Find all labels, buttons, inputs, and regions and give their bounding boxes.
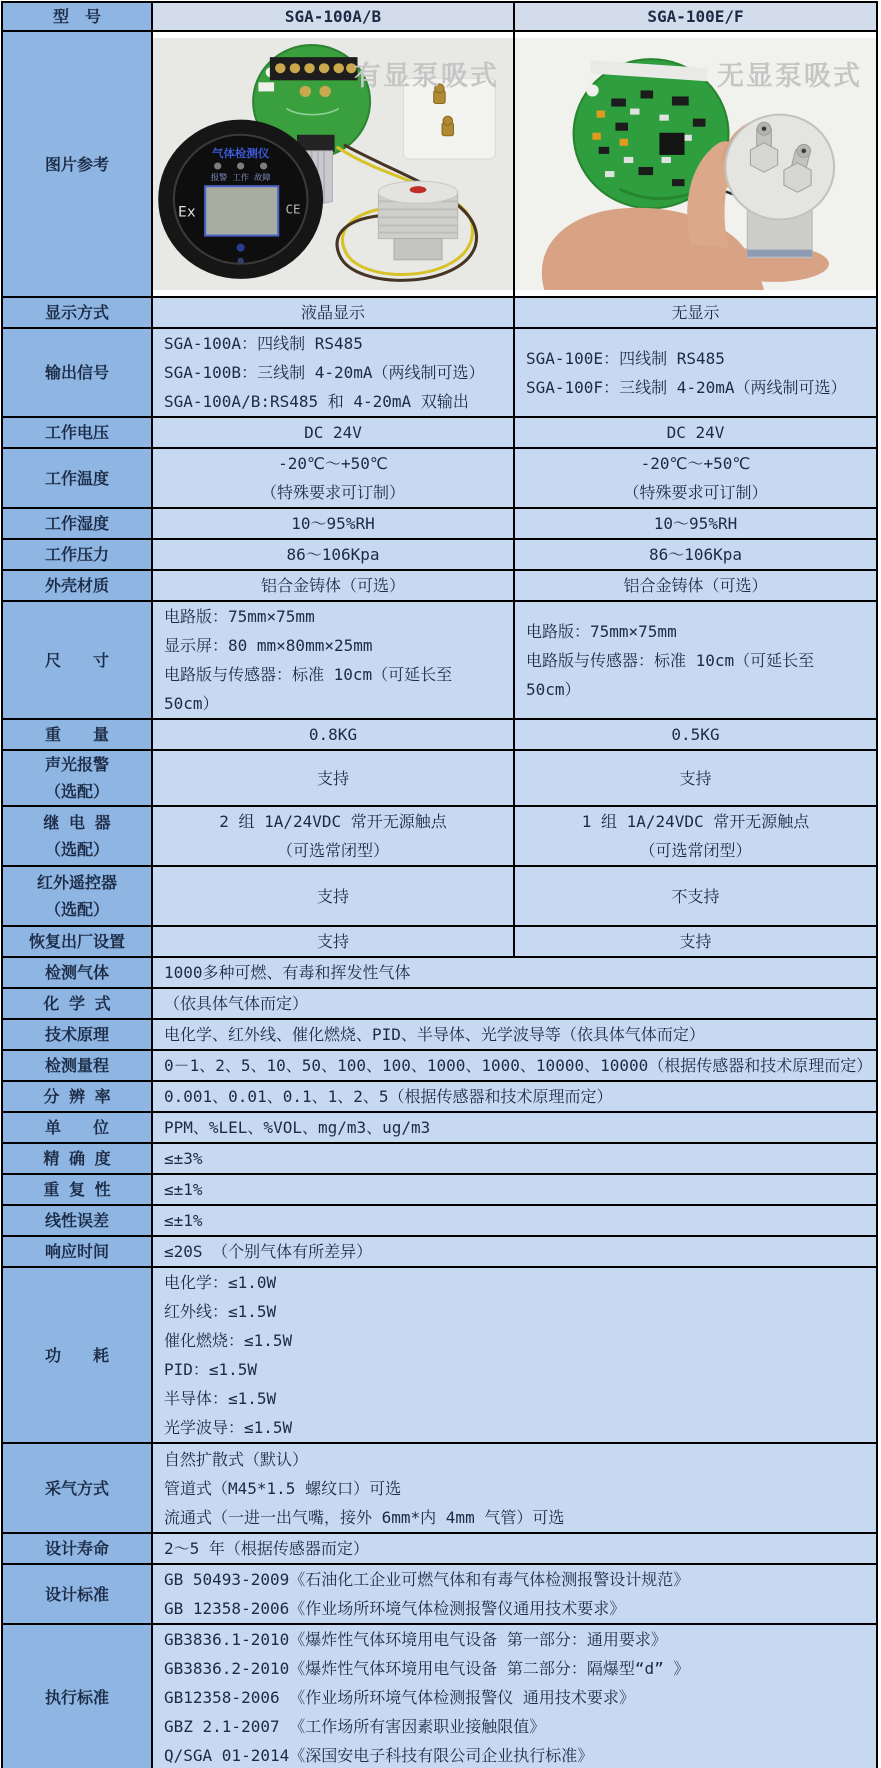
row-accuracy xyxy=(2,1143,877,1174)
row-label-display-mode xyxy=(2,297,152,328)
row-value-ir-remote-c1 xyxy=(152,866,514,926)
cell-line: -20℃～+50℃ xyxy=(278,454,388,473)
cell-line: 化 学 式 xyxy=(43,994,111,1013)
cell-line: （特殊要求可订制） xyxy=(623,483,768,502)
cell-line: GBZ 2.1-2007 《工作场所有害因素职业接触限值》 xyxy=(164,1717,546,1736)
row-value-resolution xyxy=(152,1081,877,1112)
row-display-mode xyxy=(2,297,877,328)
row-value-ir-remote-c2 xyxy=(514,866,877,926)
cell-line: SGA-100B：三线制 4-20mA（两线制可选） xyxy=(164,363,485,382)
row-value-response-time xyxy=(152,1236,877,1267)
cell-line: ≤±1% xyxy=(164,1180,203,1199)
row-label-unit xyxy=(2,1112,152,1143)
row-value-display-mode-c1 xyxy=(152,297,514,328)
cell-line: 设计寿命 xyxy=(44,1539,109,1558)
row-working-pressure xyxy=(2,539,877,570)
cell-line: 红外遥控器 xyxy=(36,873,117,892)
cell-line: 重 量 xyxy=(44,725,109,744)
cell-line: 半导体：≤1.5W xyxy=(164,1389,277,1408)
cell-line: 0.8KG xyxy=(308,725,358,744)
row-value-repeatability xyxy=(152,1174,877,1205)
detector-title: 气体检测仪 xyxy=(212,147,270,160)
row-model xyxy=(2,2,877,31)
row-resolution xyxy=(2,1081,877,1112)
cell-line: ≤20S （个别气体有所差异） xyxy=(164,1242,373,1261)
cell-line: （特殊要求可订制） xyxy=(260,483,405,502)
row-value-technical-principle xyxy=(152,1019,877,1050)
row-value-working-voltage-c1 xyxy=(152,417,514,448)
photo-row-label: 图片参考 xyxy=(2,31,152,297)
cell-line: （可选常闭型） xyxy=(276,841,389,860)
photo-cell-ab xyxy=(152,31,514,297)
cell-line: 1000多种可燃、有毒和挥发性气体 xyxy=(164,963,411,982)
row-power-consumption xyxy=(2,1267,877,1443)
cell-line: 1 组 1A/24VDC 常开无源触点 xyxy=(581,812,810,831)
row-value-display-mode-c2 xyxy=(514,297,877,328)
row-detection-range xyxy=(2,1050,877,1081)
cell-line: 单 位 xyxy=(44,1118,109,1137)
detector-led-labels: 报警 工作 故障 xyxy=(210,172,271,183)
cell-line: （选配） xyxy=(44,840,109,859)
cell-line: Q/SGA 01-2014《深国安电子科技有限公司企业执行标准》 xyxy=(164,1746,594,1765)
row-detected-gases xyxy=(2,957,877,988)
cell-line: 工作压力 xyxy=(44,545,109,564)
cell-line: 无显示 xyxy=(671,303,720,322)
cell-line: 声光报警 xyxy=(44,755,109,774)
cell-line: 执行标准 xyxy=(44,1688,109,1707)
row-working-humidity xyxy=(2,508,877,539)
row-value-working-voltage-c2 xyxy=(514,417,877,448)
row-value-working-temperature-c1 xyxy=(152,448,514,508)
cell-line: 86～106Kpa xyxy=(286,545,380,564)
cell-line: 2 组 1A/24VDC 常开无源触点 xyxy=(219,812,447,831)
cell-line: SGA-100A：四线制 RS485 xyxy=(164,334,363,353)
row-label-repeatability xyxy=(2,1174,152,1205)
spec-rows xyxy=(2,297,877,1768)
cell-line: 红外线：≤1.5W xyxy=(164,1302,277,1321)
cell-line: 精 确 度 xyxy=(43,1149,111,1168)
cell-line: 重 复 性 xyxy=(43,1180,111,1199)
cell-line: 电化学：≤1.0W xyxy=(164,1273,277,1292)
row-output-signal xyxy=(2,328,877,417)
row-value-factory-reset-c2 xyxy=(514,926,877,957)
row-value-detected-gases xyxy=(152,957,877,988)
row-value-detection-range xyxy=(152,1050,877,1081)
row-value-working-pressure-c1 xyxy=(152,539,514,570)
row-label-working-voltage xyxy=(2,417,152,448)
row-ir-remote xyxy=(2,866,877,926)
row-label-working-pressure xyxy=(2,539,152,570)
row-value-shell-material-c2 xyxy=(514,570,877,601)
cell-line: 工作温度 xyxy=(44,468,109,488)
row-label-output-signal xyxy=(2,328,152,417)
row-label-weight xyxy=(2,719,152,750)
row-value-power-consumption xyxy=(152,1267,877,1443)
row-audible-visual-alarm xyxy=(2,750,877,806)
row-technical-principle xyxy=(2,1019,877,1050)
row-relay xyxy=(2,806,877,866)
cell-line: 支持 xyxy=(316,768,349,788)
row-label-working-humidity xyxy=(2,508,152,539)
cell-line: 分 辨 率 xyxy=(43,1087,111,1106)
cell-line: 线性误差 xyxy=(44,1211,109,1230)
cell-line: 液晶显示 xyxy=(300,303,365,322)
cell-line: 显示屏：80 mm×80mm×25mm xyxy=(164,636,373,655)
cell-line: 输出信号 xyxy=(44,363,109,382)
cell-line: 显示方式 xyxy=(44,303,109,322)
row-value-unit xyxy=(152,1112,877,1143)
row-working-temperature xyxy=(2,448,877,508)
row-value-design-life xyxy=(152,1533,877,1564)
row-label-power-consumption xyxy=(2,1267,152,1443)
cell-line: 电路版：75mm×75mm xyxy=(526,621,677,641)
cell-line: 外壳材质 xyxy=(44,576,109,595)
row-value-relay-c1 xyxy=(152,806,514,866)
spec-table xyxy=(1,1,878,1768)
ce-mark: CE xyxy=(285,202,301,217)
cell-line: DC 24V xyxy=(304,423,362,442)
cell-line: 电路版：75mm×75mm xyxy=(164,607,315,626)
cell-line: GB3836.1-2010《爆炸性气体环境用电气设备 第一部分：通用要求》 xyxy=(164,1630,667,1649)
cell-line: DC 24V xyxy=(666,423,725,442)
cell-line: 设计标准 xyxy=(44,1584,109,1604)
cell-line: GB 12358-2006《作业场所环境气体检测报警仪通用技术要求》 xyxy=(164,1599,626,1618)
row-label-factory-reset xyxy=(2,926,152,957)
row-value-working-humidity-c2 xyxy=(514,508,877,539)
row-value-working-temperature-c2 xyxy=(514,448,877,508)
cell-line: 工作电压 xyxy=(44,423,109,442)
row-working-voltage xyxy=(2,417,877,448)
cell-line: 恢复出厂设置 xyxy=(28,932,125,951)
cell-line: 支持 xyxy=(679,932,712,951)
row-design-life xyxy=(2,1533,877,1564)
row-weight xyxy=(2,719,877,750)
row-value-weight-c2 xyxy=(514,719,877,750)
row-factory-reset xyxy=(2,926,877,957)
cell-line: SGA-100E：四线制 RS485 xyxy=(526,348,725,368)
cell-line: （选配） xyxy=(44,782,109,801)
cell-line: PID：≤1.5W xyxy=(164,1360,258,1379)
cell-line: SGA-100F：三线制 4-20mA（两线制可选） xyxy=(526,377,847,397)
row-repeatability xyxy=(2,1174,877,1205)
row-label-working-temperature xyxy=(2,448,152,508)
row-value-dimensions-c2 xyxy=(514,601,877,719)
row-value-design-standards xyxy=(152,1564,877,1624)
cell-line: 支持 xyxy=(316,932,349,951)
row-label-dimensions xyxy=(2,601,152,719)
row-label-linearity-error xyxy=(2,1205,152,1236)
cell-line: 10～95%RH xyxy=(653,514,738,533)
cell-line: 催化燃烧：≤1.5W xyxy=(164,1331,293,1350)
cell-line: 10～95%RH xyxy=(291,514,375,533)
cell-line: -20℃～+50℃ xyxy=(640,454,751,473)
cell-line: PPM、%LEL、%VOL、mg/m3、ug/m3 xyxy=(164,1118,431,1137)
model-name-ab: SGA-100A/B xyxy=(152,2,514,31)
ex-mark: Ex xyxy=(178,204,196,221)
cell-line: 2～5 年（根据传感器而定） xyxy=(164,1539,369,1558)
row-label-sampling-method xyxy=(2,1443,152,1533)
cell-line: 电路版与传感器：标准 10cm（可延长至 50cm） xyxy=(526,650,815,699)
cell-line: 0.001、0.01、0.1、1、2、5（根据传感器和技术原理而定） xyxy=(164,1087,613,1106)
row-chemical-formula xyxy=(2,988,877,1019)
watermark-pump-no-display: 无显泵吸式 xyxy=(717,61,862,92)
row-label-response-time xyxy=(2,1236,152,1267)
cell-line: 流通式（一进一出气嘴，接外 6mm*内 4mm 气管）可选 xyxy=(164,1507,565,1527)
row-label-detection-range xyxy=(2,1050,152,1081)
cell-line: （可选常闭型） xyxy=(639,841,752,860)
row-value-working-humidity-c1 xyxy=(152,508,514,539)
photo-cell-ef xyxy=(514,31,877,297)
row-value-chemical-formula xyxy=(152,988,877,1019)
cell-line: 支持 xyxy=(316,886,349,906)
detector-face xyxy=(158,120,323,279)
row-label-design-standards xyxy=(2,1564,152,1624)
row-photos xyxy=(2,31,877,297)
row-label-resolution xyxy=(2,1081,152,1112)
cell-line: 继 电 器 xyxy=(43,813,111,832)
cell-line: 光学波导：≤1.5W xyxy=(164,1418,293,1437)
row-linearity-error xyxy=(2,1205,877,1236)
row-label-execution-standards xyxy=(2,1624,152,1768)
cell-line: 自然扩散式（默认） xyxy=(164,1449,309,1469)
cell-line: GB3836.2-2010《爆炸性气体环境用电气设备 第二部分：隔爆型“d” 》 xyxy=(164,1659,690,1678)
row-value-factory-reset-c1 xyxy=(152,926,514,957)
cell-line: GB12358-2006 《作业场所环境气体检测报警仪 通用技术要求》 xyxy=(164,1688,635,1707)
product-photo-sga-100ab xyxy=(153,38,513,290)
row-design-standards xyxy=(2,1564,877,1624)
row-value-execution-standards xyxy=(152,1624,877,1768)
cell-line: 检测量程 xyxy=(44,1056,109,1075)
cell-line: 支持 xyxy=(679,768,712,788)
cell-line: 检测气体 xyxy=(44,963,109,982)
row-value-audible-visual-alarm-c1 xyxy=(152,750,514,806)
row-label-audible-visual-alarm xyxy=(2,750,152,806)
cell-line: 管道式（M45*1.5 螺纹口）可选 xyxy=(164,1478,402,1498)
row-dimensions xyxy=(2,601,877,719)
row-label-relay xyxy=(2,806,152,866)
cell-line: 铝合金铸体（可选） xyxy=(623,576,768,595)
cell-line: GB 50493-2009《石油化工企业可燃气体和有毒气体检测报警设计规范》 xyxy=(164,1570,690,1589)
row-value-output-signal-c1 xyxy=(152,328,514,417)
row-value-relay-c2 xyxy=(514,806,877,866)
model-name-ef: SGA-100E/F xyxy=(514,2,877,31)
cell-line: 采气方式 xyxy=(44,1478,109,1498)
row-value-shell-material-c1 xyxy=(152,570,514,601)
cell-line: 工作湿度 xyxy=(44,514,109,533)
row-value-linearity-error xyxy=(152,1205,877,1236)
cell-line: 响应时间 xyxy=(44,1242,109,1261)
row-label-technical-principle xyxy=(2,1019,152,1050)
row-value-working-pressure-c2 xyxy=(514,539,877,570)
row-unit xyxy=(2,1112,877,1143)
row-label-ir-remote xyxy=(2,866,152,926)
cell-line: 技术原理 xyxy=(44,1025,109,1044)
row-sampling-method xyxy=(2,1443,877,1533)
cell-line: SGA-100A/B:RS485 和 4-20mA 双输出 xyxy=(164,392,469,411)
row-label-chemical-formula xyxy=(2,988,152,1019)
cell-line: （选配） xyxy=(44,900,109,919)
row-value-weight-c1 xyxy=(152,719,514,750)
cell-line: 0.5KG xyxy=(671,725,720,744)
product-photo-sga-100ef xyxy=(515,38,876,290)
row-shell-material xyxy=(2,570,877,601)
cell-line: 铝合金铸体（可选） xyxy=(260,576,405,595)
model-row-label: 型 号 xyxy=(2,2,152,31)
row-label-shell-material xyxy=(2,570,152,601)
cell-line: ≤±1% xyxy=(164,1211,203,1230)
cell-line: 电化学、红外线、催化燃烧、PID、半导体、光学波导等（依具体气体而定） xyxy=(164,1025,705,1044)
row-value-sampling-method xyxy=(152,1443,877,1533)
row-label-detected-gases xyxy=(2,957,152,988)
watermark-pump-with-display: 有显泵吸式 xyxy=(354,61,499,92)
cell-line: 功 耗 xyxy=(44,1345,109,1365)
row-execution-standards xyxy=(2,1624,877,1768)
cell-line: ≤±3% xyxy=(164,1149,203,1168)
cell-line: 0－1、2、5、10、50、100、100、1000、1000、10000、10000（根据传感器和技术原理而定） xyxy=(164,1056,873,1075)
row-value-accuracy xyxy=(152,1143,877,1174)
cell-line: 尺 寸 xyxy=(44,650,109,670)
cell-line: 不支持 xyxy=(671,886,720,906)
cell-line: （依具体气体而定） xyxy=(164,994,309,1013)
cell-line: 电路版与传感器：标准 10cm（可延长至 50cm） xyxy=(164,665,453,713)
row-label-accuracy xyxy=(2,1143,152,1174)
row-value-audible-visual-alarm-c2 xyxy=(514,750,877,806)
cell-line: 86～106Kpa xyxy=(648,545,743,564)
row-response-time xyxy=(2,1236,877,1267)
row-value-dimensions-c1 xyxy=(152,601,514,719)
row-value-output-signal-c2 xyxy=(514,328,877,417)
row-label-design-life xyxy=(2,1533,152,1564)
